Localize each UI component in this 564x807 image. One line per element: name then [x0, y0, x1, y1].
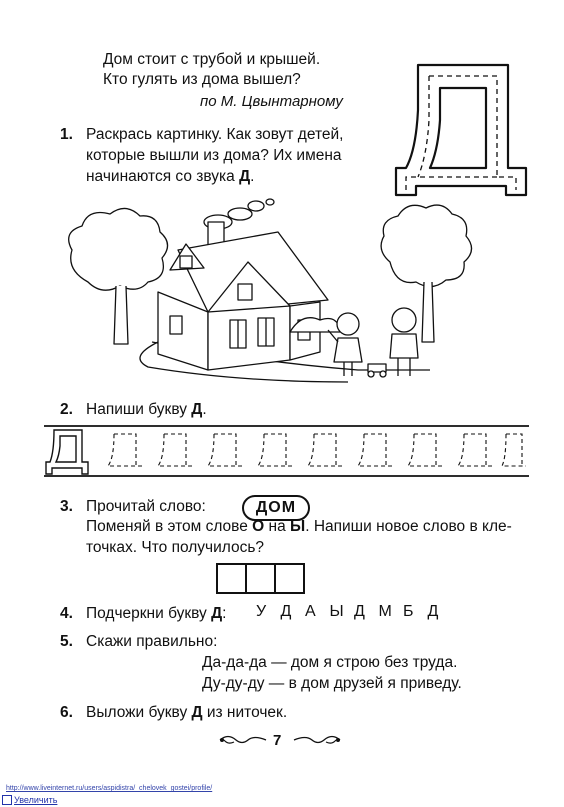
poem	[103, 50, 320, 90]
task-5	[60, 631, 73, 652]
task-number: 3.	[60, 498, 73, 515]
task-2-text: Напиши букву Д.	[86, 401, 207, 418]
letter-item[interactable]: Д	[354, 603, 365, 620]
task-4	[60, 603, 73, 624]
zoom-label: Увеличить	[14, 795, 58, 805]
task-3-text	[86, 516, 546, 558]
letter-d: Д	[191, 704, 203, 721]
task-number: 1.	[60, 126, 73, 143]
answer-cell[interactable]	[274, 563, 305, 594]
word-badge: ДОМ	[242, 495, 310, 521]
task-4-text: Подчеркни букву Д:	[86, 605, 227, 622]
task-5-text: Скажи правильно:	[86, 633, 218, 650]
letter-d: Д	[239, 168, 251, 185]
poem-author: по М. Цвынтарному	[200, 93, 343, 110]
letter-sequence	[256, 603, 452, 621]
task-number: 4.	[60, 605, 73, 622]
letter-o: О	[252, 518, 265, 535]
task-1-line-1: Раскрась картинку. Как зовут детей,	[86, 126, 344, 143]
task-1-line-3: начинаются со звука Д.	[86, 168, 255, 185]
poem-line-2: Кто гулять из дома вышел?	[103, 71, 301, 88]
task-1-line-2: которые вышли из дома? Их имена	[86, 147, 342, 164]
task-6-text: Выложи букву Д из ниточек.	[86, 704, 288, 721]
source-link[interactable]: http://www.liveinternet.ru/users/aspidistra/_chelovek_gostei/profile/	[6, 785, 213, 792]
zoom-icon	[2, 795, 12, 805]
task-3	[60, 496, 73, 517]
rhyme-line-1: Да-да-да — дом я строю без труда.	[202, 654, 458, 671]
task-3-line-2: Поменяй в этом слове О на Ы. Напиши новое слово в кле-	[86, 518, 512, 535]
answer-cell[interactable]	[245, 563, 276, 594]
task-number: 6.	[60, 704, 73, 721]
ornament-left-icon	[218, 731, 268, 749]
letter-y: Ы	[290, 518, 306, 535]
big-letter-d-illustration	[388, 50, 536, 198]
letter-item[interactable]: Б	[403, 603, 414, 620]
answer-cell[interactable]	[216, 563, 247, 594]
task-2	[60, 399, 73, 420]
zoom-link[interactable]	[2, 795, 57, 805]
task-number: 5.	[60, 633, 73, 650]
answer-cells	[216, 563, 305, 594]
letter-item[interactable]: А	[305, 603, 316, 620]
poem-line-1: Дом стоит с трубой и крышей.	[103, 51, 321, 68]
letter-item[interactable]: У	[256, 603, 267, 620]
ornament-right-icon	[292, 731, 342, 749]
task-number: 2.	[60, 401, 73, 418]
task-1-text	[86, 124, 343, 187]
letter-d: Д	[211, 605, 223, 622]
task-6	[60, 702, 73, 723]
letter-item[interactable]: Д	[427, 603, 439, 620]
task-3-line-1: Прочитай слово:	[86, 498, 206, 515]
task-3-line-3: точках. Что получилось?	[86, 539, 265, 556]
letter-item[interactable]: Д	[280, 603, 292, 620]
rhyme-line-2: Ду-ду-ду — в дом друзей я приведу.	[202, 675, 462, 692]
task-1	[60, 124, 73, 145]
letter-item[interactable]: Ы	[329, 603, 344, 620]
page-number: 7	[273, 732, 282, 749]
house-children-illustration	[58, 192, 498, 392]
letter-item[interactable]: М	[378, 603, 392, 620]
letter-writing-row	[44, 422, 529, 480]
letter-d: Д	[191, 401, 203, 418]
